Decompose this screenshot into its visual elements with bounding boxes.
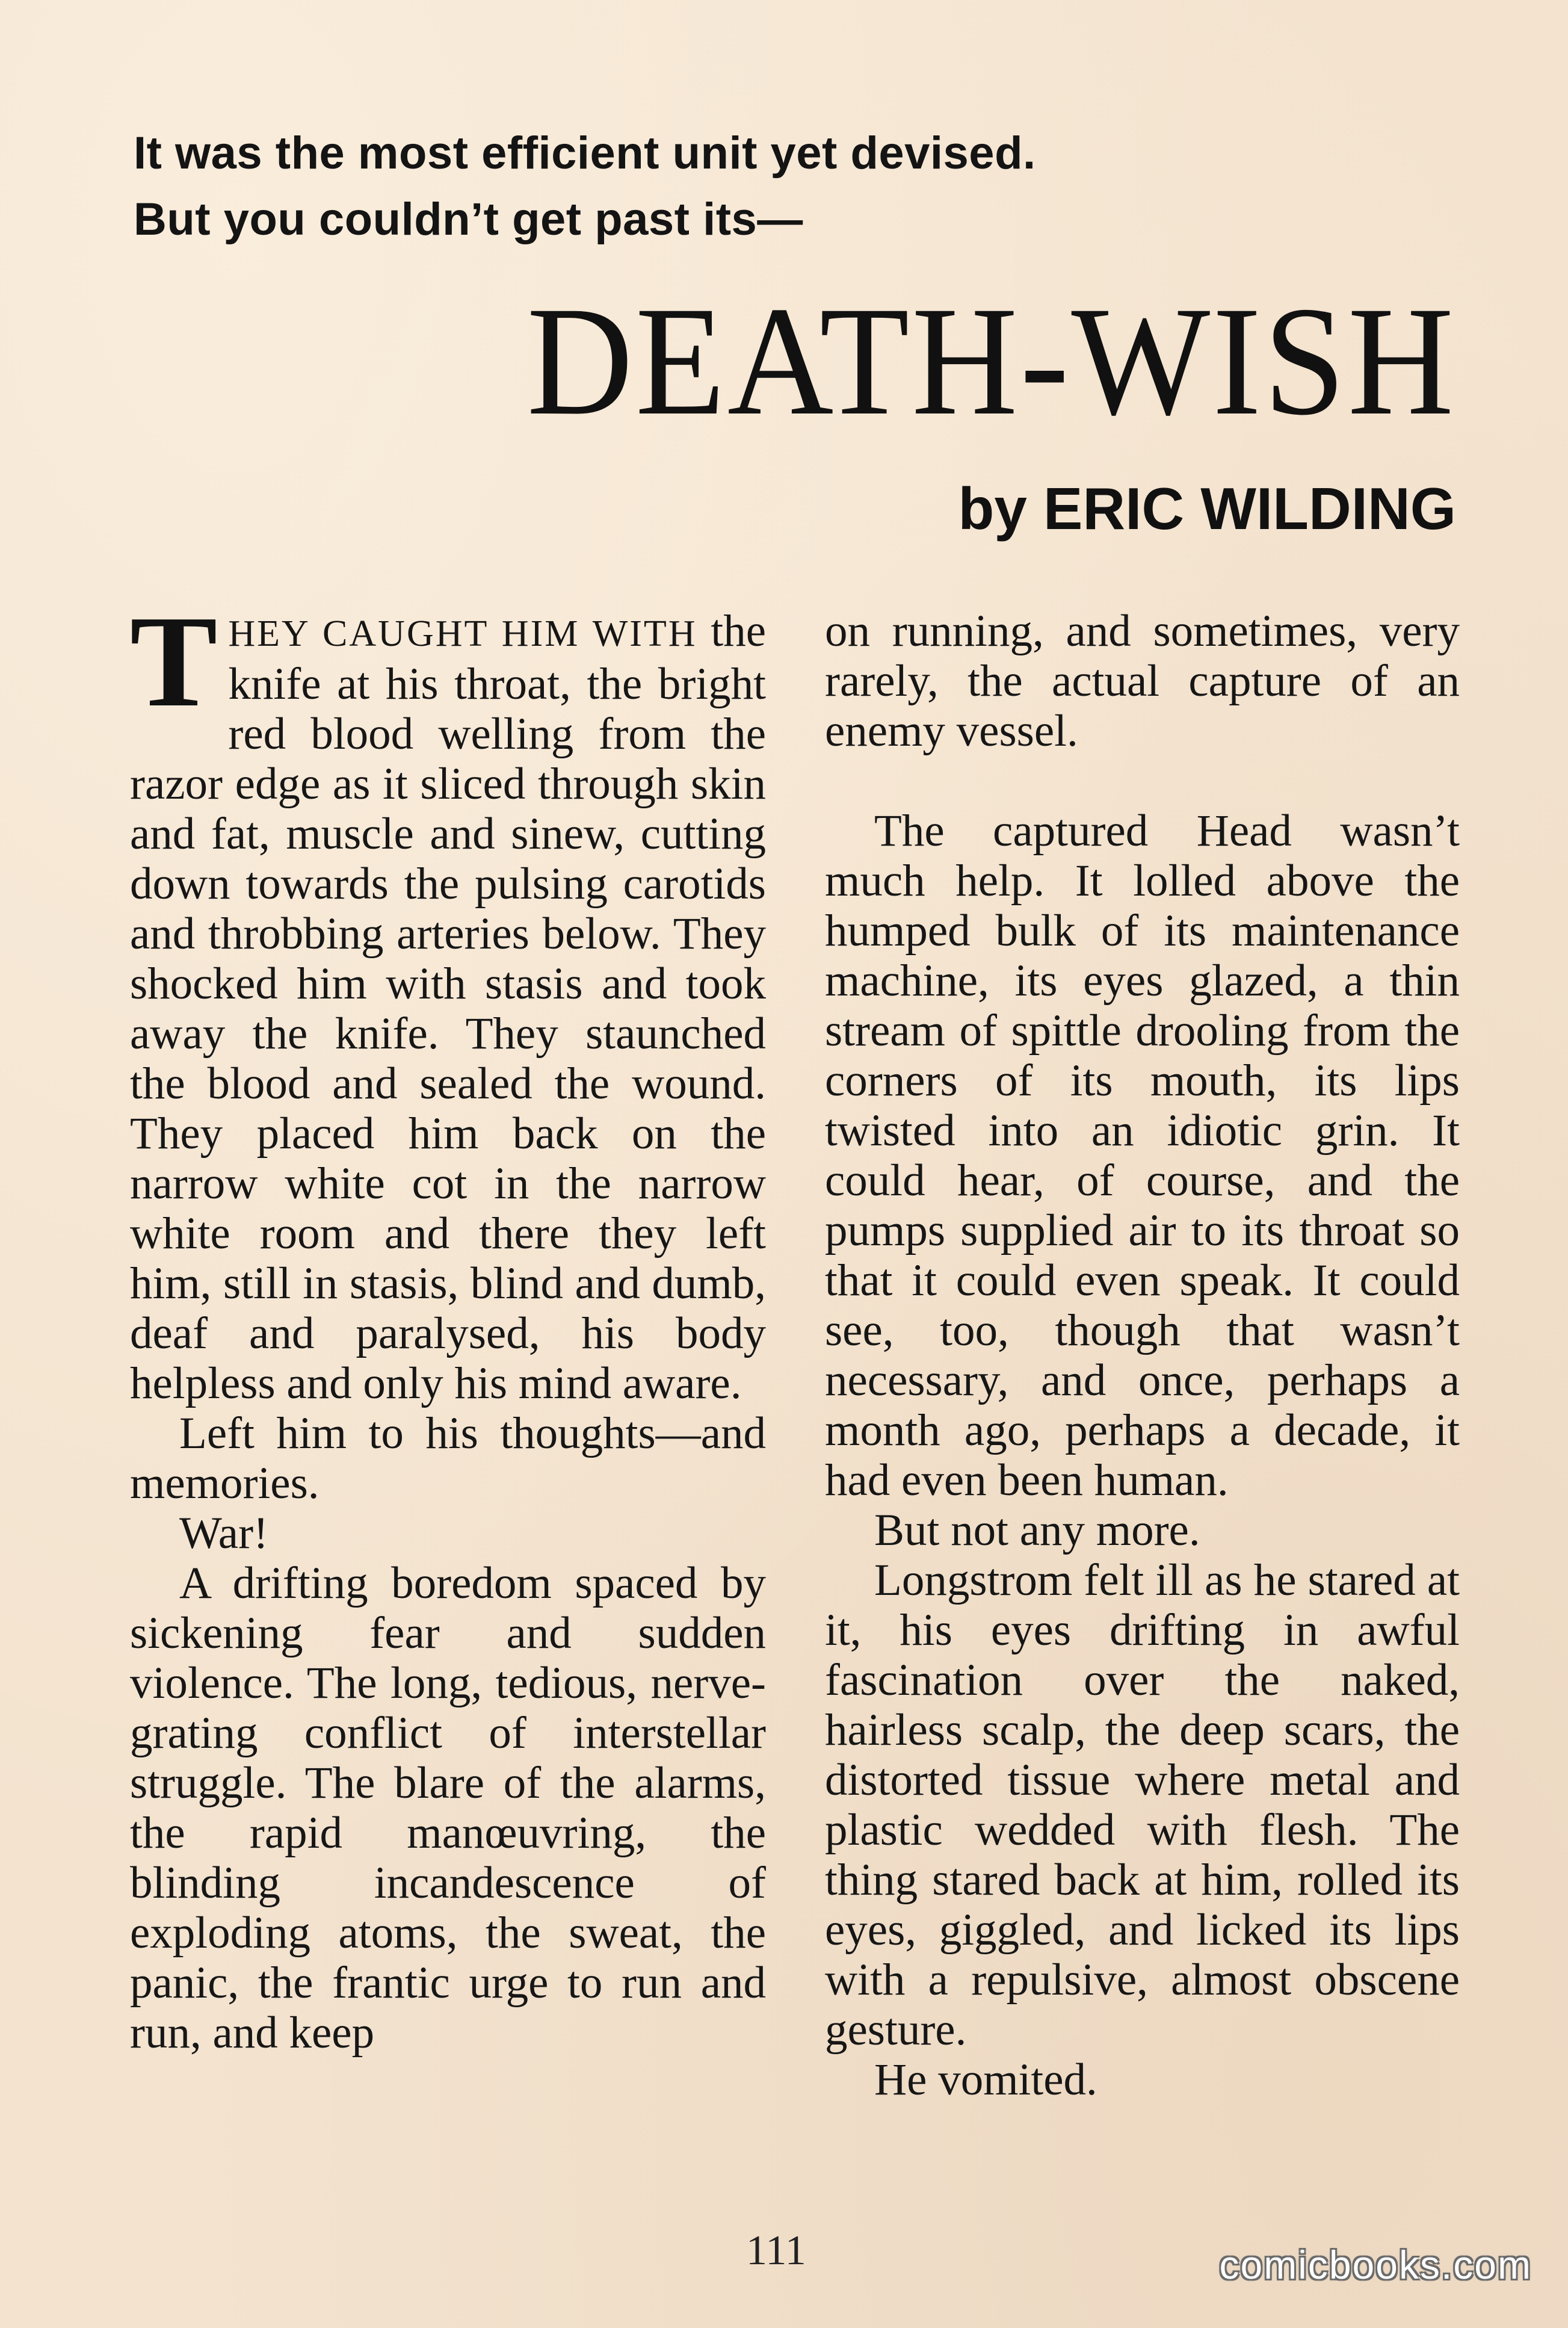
tagline-line-1: It was the most efficient unit yet devised. [134,128,1036,179]
drop-cap: T [130,589,218,734]
text-column-right [825,606,1460,2105]
opening-paragraph [130,589,766,1408]
page-number: 111 [746,2227,806,2274]
story-title: DEATH-WISH [526,274,1456,448]
paragraph: But not any more. [874,1505,1200,1555]
paragraph: War! [179,1508,269,1558]
paragraph: Left him to his thoughts—and memories. [130,1408,766,1508]
paragraph-continuation: on running, and sometimes, very rarely, the actual capture of an enemy vessel. [825,606,1460,756]
paragraph: A drifting boredom spaced by sickening fear and sudden violence. The long, tedious, nerve-grating conflict of interstellar struggle. The blare of the alarms, the rapid manœuvring, the blinding incandescence of exploding atoms, the sweat, the panic, the frantic urge to run and run, and keep [130,1558,766,2058]
story-tagline [134,120,1457,253]
paragraph: The captured Head wasn’t much help. It lolled above the humped bulk of its maintenance machine, its eyes glazed, a thin stream of spittle drooling from the corners of its mouth, its lips twisted into an idiotic grin. It could hear, of course, and the pumps supplied air to its throat so that it could even speak. It could see, too, though that wasn’t necessary, and once, perhaps a month ago, perhaps a decade, it had even been human. [825,806,1460,1505]
site-watermark: comicbooks.com [1219,2243,1532,2287]
author-byline: by ERIC WILDING [958,475,1456,542]
lead-in: HEY CAUGHT HIM WITH [228,613,697,654]
tagline-line-2: But you couldn’t get past its— [134,194,803,245]
paragraph: Longstrom felt ill as he stared at it, his eyes drifting in awful fascination over the naked, hairless scalp, the deep scars, the distorted tissue where metal and plastic wedded with flesh. The thing stared back at him, rolled its eyes, giggled, and licked its lips with a repulsive, almost obscene gesture. [825,1555,1460,2055]
opening-paragraph-text: the knife at his throat, the bright red blood welling from the razor edge as it sliced through skin and fat, muscle and sinew, cutting down towards the pulsing carotids and throbbing arteries below. They shocked him with stasis and took away the knife. They staunched the blood and sealed the wound. They placed him back on the narrow white cot in the narrow white room and there they left him, still in stasis, blind and dumb, deaf and paralysed, his body helpless and only his mind aware. [130,606,766,1408]
paragraph: He vomited. [874,2055,1097,2105]
text-column-left [130,589,766,2058]
